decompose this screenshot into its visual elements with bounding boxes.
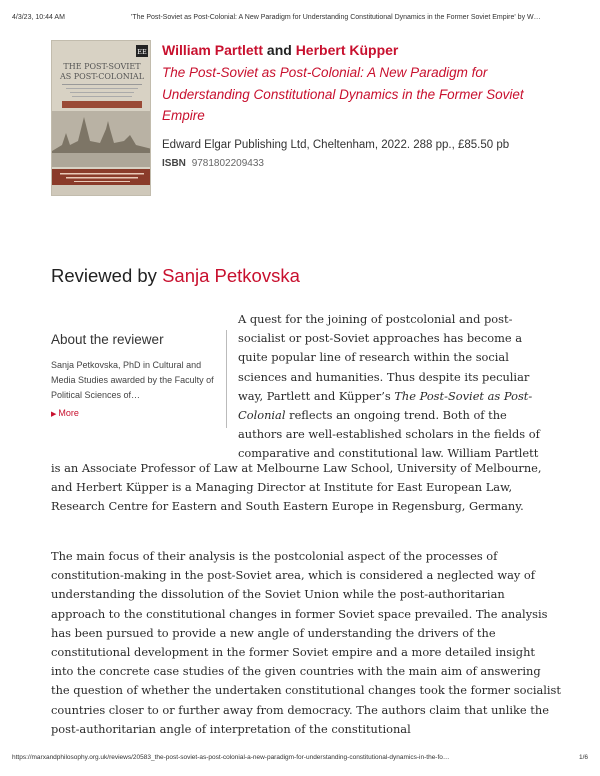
review-paragraph-1-continued: is an Associate Professor of Law at Melbourne Law School, University of Melbourne, and Herbert Küpper is a Managing Director at Institute for East European Law, Research Centre for Eastern and South Eastern Europe in Regensburg, Germany. <box>51 461 542 514</box>
book-isbn <box>162 157 562 171</box>
p1-line: comparative and constitutional law. William Partlett <box>238 446 539 461</box>
print-footer <box>12 754 588 764</box>
authors-conjunction: and <box>266 42 292 58</box>
more-link-label: More <box>58 408 79 418</box>
print-date: 4/3/23, 10:44 AM <box>12 14 65 21</box>
reviewed-by-label: Reviewed by <box>51 265 157 286</box>
book-title: The Post-Soviet as Post-Colonial: A New Paradigm for Understanding Constitutional Dynamics in the Former Soviet Empire <box>162 65 524 123</box>
print-header <box>12 14 588 26</box>
print-page-title: 'The Post-Soviet as Post-Colonial: A New Paradigm for Understanding Constitutional Dynamics in the Former Soviet Empire' by W… <box>131 14 541 21</box>
isbn-label: ISBN <box>162 158 186 169</box>
p1-text: reflects an ongoing trend. Both of the <box>285 408 507 423</box>
print-page-number: 1/6 <box>578 754 588 761</box>
p1-line: socialist or post-Soviet approaches has become a <box>238 331 523 346</box>
cover-publisher-mark: EE <box>137 48 147 56</box>
review-paragraph-1-wrapped <box>238 310 554 464</box>
p1-line <box>238 387 554 406</box>
book-cover-illustration <box>52 41 151 196</box>
author-link-kupper[interactable]: Herbert Küpper <box>295 42 399 58</box>
caret-right-icon: ▶ <box>51 411 57 418</box>
about-reviewer-title: About the reviewer <box>51 332 164 347</box>
book-cover-image <box>51 40 151 196</box>
p1-line: sciences and humanities. Thus despite its peculiar <box>238 369 530 384</box>
book-title-italic: The Post-Soviet as Post- <box>394 388 533 403</box>
p1-line: authors are well-established scholars in the fields of <box>238 427 540 442</box>
book-title-italic: Colonial <box>238 408 286 423</box>
book-info <box>162 40 562 171</box>
review-paragraph-2: The main focus of their analysis is the postcolonial aspect of the processes of constitution-making in the post-Soviet area, which is considered a neglected way of understanding the dissolution of the Soviet Union while the post-authoritarian approach to the constitutional changes in former Soviet space prevailed. The analysis has been pursued to provide a new angle of understanding the drivers of the constitutional development in the former Soviet empire and a more detailed insight into the concrete case studies of the given countries with the main aim of answering the question of whether the undertaken constitutional changes took the former socialist countries closer to or further away from democracy. The authors claim that unlike the post-authoritarian angle of interpretation of the constitutional <box>51 549 561 736</box>
author-link-partlett[interactable]: William Partlett <box>162 42 264 58</box>
p1-line: A quest for the joining of postcolonial and post- <box>238 312 513 326</box>
p1-line: quite popular line of research within the social <box>238 350 509 365</box>
cover-title-line2: AS POST-COLONIAL <box>59 72 145 81</box>
book-authors <box>162 40 562 60</box>
p1-text: way, Partlett and Küpper’s <box>238 388 395 403</box>
reviewer-name-link[interactable]: Sanja Petkovska <box>162 265 300 286</box>
cover-title-line1: THE POST-SOVIET <box>63 62 141 71</box>
isbn-value: 9781802209433 <box>191 158 264 169</box>
more-link[interactable] <box>51 406 79 422</box>
p1-line <box>238 406 554 425</box>
about-reviewer-text: Sanja Petkovska, PhD in Cultural and Media Studies awarded by the Faculty of Political Sciences of… <box>51 360 214 400</box>
print-footer-url: https://marxandphilosophy.org.uk/reviews/20583_the-post-soviet-as-post-colonial-a-new-paradigm-for-understanding-constitutional-dynamics-in-the-fo… <box>12 754 450 761</box>
book-publisher: Edward Elgar Publishing Ltd, Cheltenham, 2022. 288 pp., £85.50 pb <box>162 138 510 151</box>
reviewed-by-heading <box>51 264 300 288</box>
about-reviewer-box <box>51 330 227 428</box>
